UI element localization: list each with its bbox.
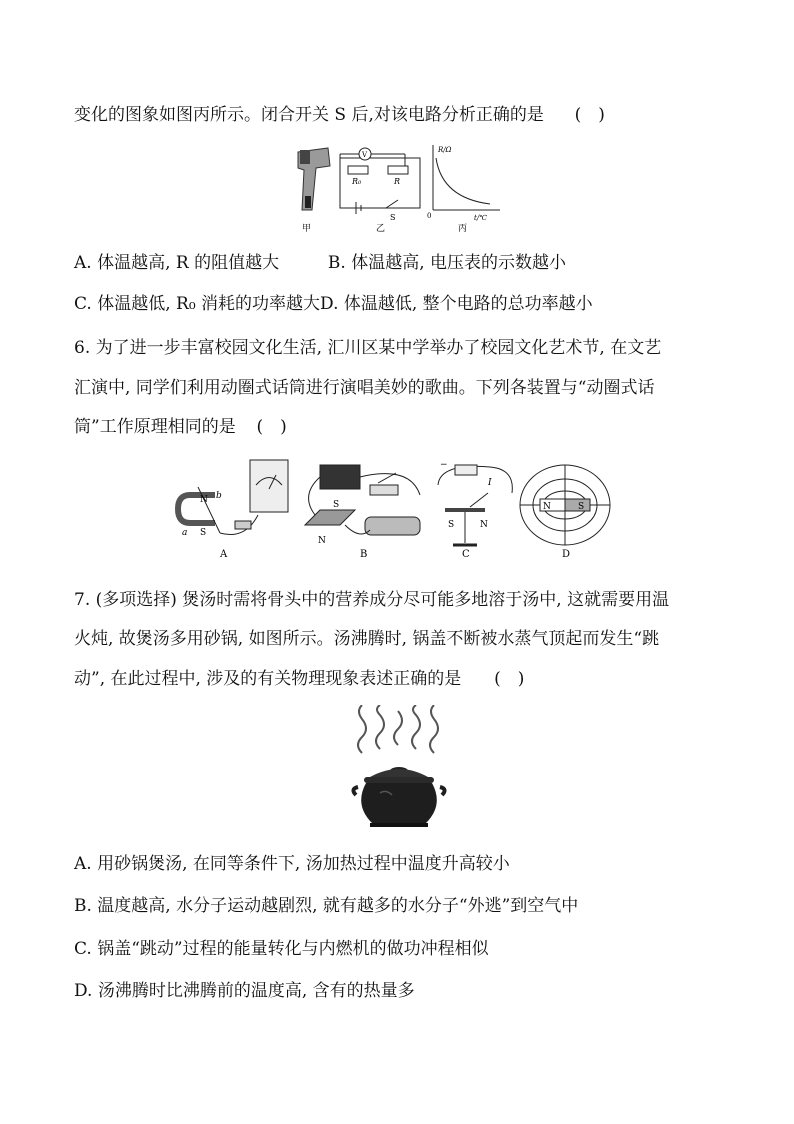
q7-option-a[interactable]: A. 用砂锅煲汤, 在同等条件下, 汤加热过程中温度升高较小 [74,854,510,874]
q6-line-1: 6. 为了进一步丰富校园文化生活, 汇川区某中学举办了校园文化艺术节, 在文艺 [74,338,662,358]
option-a-device [178,460,288,535]
fig-label-yi: 乙 [376,224,386,234]
a-s-label: S [200,528,207,538]
q7-answer-paren: ( ) [494,669,525,689]
r0-label: R₀ [352,177,362,186]
a-b-label: b [216,491,222,501]
a-a-label: a [182,528,188,538]
q5-options-row-1 [74,252,566,274]
graph-origin-label: 0 [427,212,432,220]
q7-line-3-text: 动”, 在此过程中, 涉及的有关物理现象表述正确的是 [74,669,462,689]
b-n-label: N [318,536,326,546]
steam-icon [358,705,438,753]
graph-x-label: t/℃ [474,214,488,222]
thermometer-gun-icon [298,148,330,210]
q7-option-c[interactable]: C. 锅盖“跳动”过程的能量转化与内燃机的做功冲程相似 [74,939,489,959]
q6-line-3 [74,416,287,438]
q6-answer-paren: ( ) [256,417,287,437]
q5-figure [290,140,510,235]
q6-line-2: 汇演中, 同学们利用动圈式话筒进行演唱美妙的歌曲。下列各装置与“动圈式话 [74,378,655,398]
voltmeter-label: V [362,151,368,159]
q7-line-2: 火炖, 故煲汤多用砂锅, 如图所示。汤沸腾时, 锅盖不断被水蒸气顶起而发生“跳 [74,629,660,649]
d-s-label: S [578,502,585,512]
q5-option-d[interactable]: D. 体温越低, 整个电路的总功率越小 [320,294,593,314]
a-n-label: N [200,495,208,505]
r-label: R [394,177,401,186]
resistance-temperature-graph [433,145,500,210]
option-d-device [520,465,610,545]
q6-figure [170,455,620,565]
q5-option-c[interactable]: C. 体温越低, R₀ 消耗的功率越大 [74,294,321,314]
q5-intro [74,104,605,126]
clay-pot-figure [340,705,458,829]
fig-label-c: C [462,549,470,560]
c-n-label: N [480,520,488,530]
fig-label-jia: 甲 [302,224,312,234]
c-s-label: S [448,520,455,530]
q5-answer-paren: ( ) [574,105,605,125]
option-c-device [438,465,512,545]
q5-option-b[interactable]: B. 体温越高, 电压表的示数越小 [327,253,567,273]
clay-pot-icon [353,767,444,827]
q7-line-1: 7. (多项选择) 煲汤时需将骨头中的营养成分尽可能多地溶于汤中, 这就需要用温 [74,590,670,610]
fig-label-b: B [360,549,368,560]
fig-label-d: D [562,549,571,560]
graph-y-label: R/Ω [438,146,452,154]
q7-option-d[interactable]: D. 汤沸腾时比沸腾前的温度高, 含有的热量多 [74,981,415,1001]
switch-label: S [390,213,396,222]
q5-options-row-2 [74,293,593,315]
q7-option-b[interactable]: B. 温度越高, 水分子运动越剧烈, 就有越多的水分子“外逃”到空气中 [74,896,579,916]
c-minus-label: − [440,460,448,470]
q5-option-a[interactable]: A. 体温越高, R 的阻值越大 [74,253,280,273]
option-b-device [305,465,420,535]
q7-line-3 [74,668,524,690]
d-n-label: N [543,502,551,512]
fig-label-a: A [220,549,228,560]
c-current-label: I [488,478,492,488]
q6-line-3-text: 筒”工作原理相同的是 [74,417,236,437]
q5-intro-text: 变化的图象如图丙所示。闭合开关 S 后,对该电路分析正确的是 [74,105,544,125]
fig-label-bing: 丙 [458,224,468,234]
b-s-label: S [333,500,340,510]
